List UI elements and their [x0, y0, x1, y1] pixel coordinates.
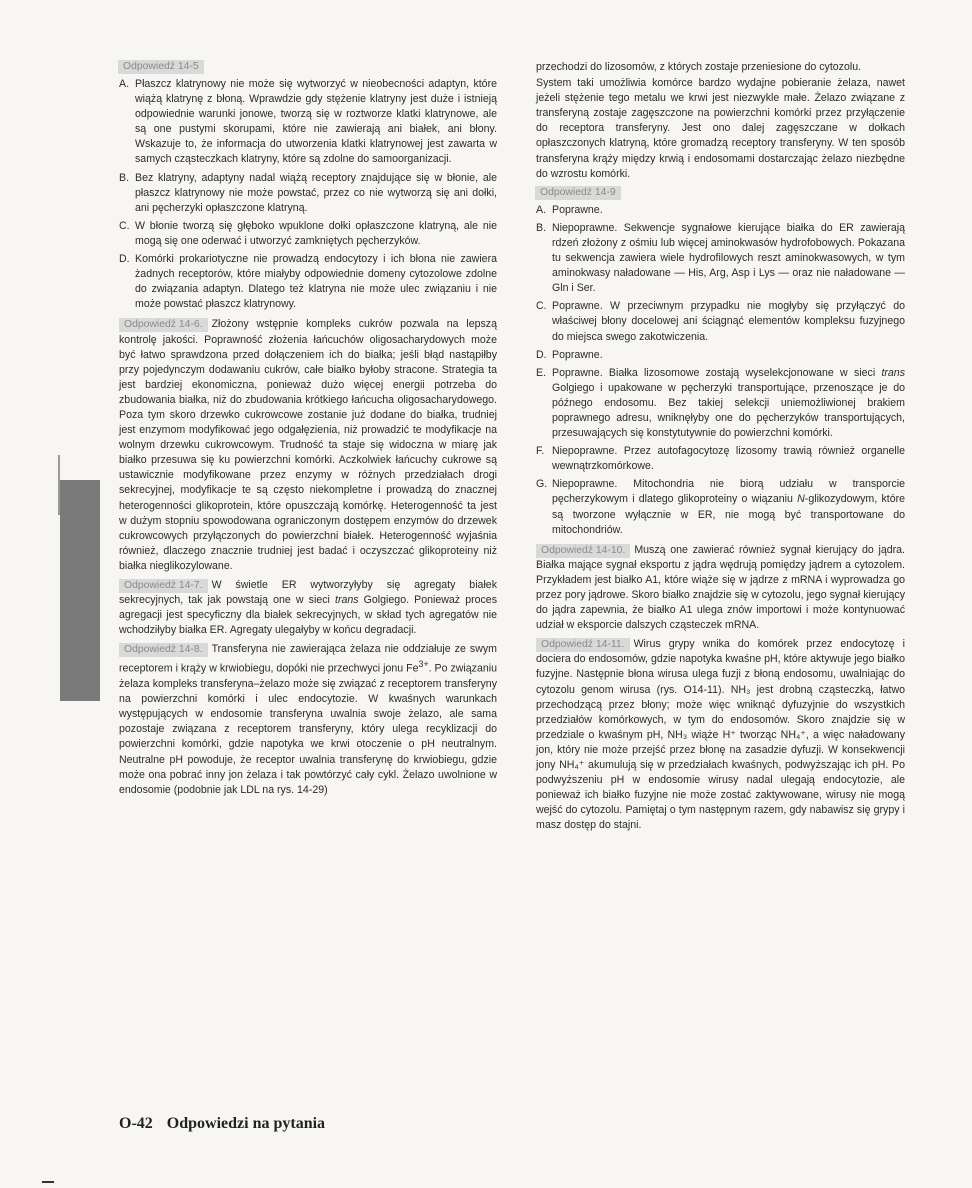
answer-label-14-8: Odpowiedź 14-8. [119, 643, 208, 657]
running-title: Odpowiedzi na pytania [166, 1115, 326, 1132]
left-column [119, 60, 497, 802]
ion-charge: 3+ [418, 659, 429, 670]
item-text: Niepoprawne. Mitochondria nie biorą udziału w transporcie pęcherzykowym i dlatego glikoproteiny o wiązaniu [552, 478, 905, 506]
item-text-cont: -glikozydowym, które są tworzone wyłącznie w ER, nie mogą być transportowane do mitochondriów. [552, 493, 906, 536]
list-item [536, 477, 905, 537]
list-item [536, 348, 905, 363]
answer-text: Złożony wstępnie kompleks cukrów pozwala na lepszą kontrolę jakości. Poprawność złożenia łańcuchów oligosacharydowych może być łatwo sprawdzona przed dołączeniem ich do białka; jeśli błąd nastąpiłby przy pojedynczym dodawaniu cukrów, całe białko byłoby stracone. Strategia ta jest bardziej ekonomiczna, ponieważ dużo więcej energii potrzeba do zbudowania białka, niż do zbudowania krótkiego łańcucha oligosacharydowego. Poza tym skoro drzewko cukrowcowe zostanie już dodane do białka, trudniej jest enzymom modyfikować jego odgałęzienia, niż prowadzić te modyfikacje na wolnym drzewku cukrowcowym. Trudność ta staje się widoczna w miarę jak białko przesuwa się ku powierzchni komórki. Aczkolwiek łańcuchy cukrowe są ustawicznie modyfikowane przez enzymy w różnych przedziałach drogi sekrecyjnej, modyfikacje te są często niekompletne i prowadzą do znacznej heterogenności glikoprotein, które opuszczają komórkę. Heterogenność ta jest w dużym stopniu spowodowana ograniczonym dostępem enzymów do drzewek cukrowcowych przyłączonych do powierzchni białek. Heterogenność wyjaśnia również, dlaczego znacznie trudniej jest badać i oczyszczać glikoproteiny niż białka nieglikozylowane. [119, 318, 497, 572]
list-item [536, 203, 905, 218]
item-letter: D. [119, 253, 130, 266]
list-item [536, 299, 905, 344]
crop-mark [42, 1181, 54, 1183]
item-letter: B. [536, 221, 547, 234]
item-text: Niepoprawne. Przez autofagocytozę lizosomy trawią również organelle wewnątrzkomórkowe. [552, 445, 905, 473]
answer-14-8-continued: przechodzi do lizosomów, z których zostaje przeniesione do cytozolu. [536, 61, 862, 73]
item-letter: C. [536, 300, 547, 313]
italic-term: trans [335, 594, 359, 607]
answer-label-14-9: Odpowiedź 14-9 [535, 186, 621, 200]
answer-label-14-5: Odpowiedź 14-5 [118, 60, 204, 74]
item-letter: E. [536, 366, 547, 379]
item-letter: F. [536, 445, 545, 458]
list-item [536, 221, 905, 296]
list-item [119, 77, 497, 168]
item-letter: C. [119, 219, 130, 232]
item-text: Poprawne. Białka lizosomowe zostają wyselekcjonowane w sieci [552, 366, 882, 379]
item-letter: B. [119, 171, 130, 184]
answer-14-8-system: System taki umożliwia komórce bardzo wydajne pobieranie żelaza, nawet jeżeli stężenie tego metalu we krwi jest niezwykle małe. Żelazo związane z transferyną zostaje zagęszczone na powierzchni komórki przez przyłączenie do receptora transferyny. Jest ono dalej zagęszczane w dołkach opłaszczonych klatryną, które gromadzą receptory transferyny. W ten sposób transferyna krąży między krwią i endosomami dostarczając żelazo niezbędne do wzrostu komórki. [536, 77, 905, 180]
answer-14-10 [536, 543, 905, 634]
answer-text-cont: . Po związaniu żelaza kompleks transferyna–żelazo może się związać z receptorem transferyny na powierzchni komórki i ulec endocytozie. W kwaśnych warunkach występujących w endosomie transferyna uwalnia swoje żelazo, ale sama pozostaje związana z receptorem transferyny, który ulega recyklizacji do powierzchni komórki, gdzie napotyka we krwi otoczenie o pH neutralnym. Neutralne pH powoduje, że receptor uwalnia transferynę do krwiobiegu, gdzie może ona pobrać inny jon żelaza i tak powtórzyć cały cykl. Żelazo uwolnione w endosomie (podobnie jak LDL na rys. 14-29) [119, 663, 498, 796]
item-letter: A. [536, 203, 547, 216]
answer-14-7 [119, 578, 497, 638]
list-item [119, 252, 497, 312]
answer-14-8 [119, 642, 497, 797]
list-item [536, 444, 905, 474]
answer-text: Transferyna nie zawierająca żelaza nie oddziałuje ze swym receptorem i krąży w krwiobiegu, dopóki nie przechwyci jonu Fe [119, 643, 497, 675]
answer-14-11 [536, 637, 905, 833]
item-text: W błonie tworzą się głęboko wpuklone dołki opłaszczone klatryną, ale nie mogą się one oderwać i utworzyć zamkniętych pęcherzyków. [135, 219, 497, 247]
list-item [119, 219, 497, 249]
item-text: Poprawne. [552, 348, 603, 361]
item-text: Bez klatryny, adaptyny nadal wiążą receptory znajdujące się w błonie, ale płaszcz klatrynowy nie może powstać, przez co nie wytworzą się ani dołki, ani pęcherzyki opłaszczone klatryną. [135, 171, 497, 214]
answer-text: W świetle ER wytworzyłyby się agregaty białek sekrecyjnych, tak jak powstają one w sieci [119, 579, 497, 607]
answer-14-6 [119, 317, 497, 574]
chapter-thumb-tab [60, 480, 100, 701]
list-item [536, 366, 905, 441]
answer-14-9-list [536, 203, 905, 538]
answer-label-14-6: Odpowiedź 14-6. [119, 318, 208, 332]
answer-label-14-11: Odpowiedź 14-11. [536, 638, 630, 652]
answer-text-cont: Golgiego. Ponieważ proces agregacji jest specyficzny dla białek sekrecyjnych, w skład tych agregatów nie wchodziłyby białka ER. Agregaty ulegałyby w końcu degradacji. [119, 594, 497, 637]
answer-text: Muszą one zawierać również sygnał kierujący do jądra. Białka mające sygnał eksportu z jądra wędrują pomiędzy jądrem a cytozolem. Przykładem jest białko A1, które wiąże się w jądrze z mRNA i wyprowadza go przez pory jądrowe. Skoro białko znajdzie się w cytozolu, jego sygnał kierujący do jądra zapewnia, że białko A1 ulega znów importowi i może kontynuować udział w eksporcie dalszych cząsteczek mRNA. [536, 543, 905, 632]
item-text: Płaszcz klatrynowy nie może się wytworzyć w nieobecności adaptyn, które wiążą klatrynę z błoną. Wprawdzie gdy stężenie klatryny jest duże i istnieją odpowiednie warunki jonowe, tworzą się w roztworze klatki klatrynowe, ale są one pustymi skorupami, które nie zawierają ani białek, ani błony. Wskazuje to, że informacja do utworzenia klatki klatrynowej jest zawarta w samych cząsteczkach klatryny, które są zdolne do samoorganizacji. [135, 78, 497, 166]
item-text-cont: Golgiego i upakowane w pęcherzyki transportujące, przenoszące je do późnego endosomu. Bez takiej selekcji uniemożliwionej brakiem poprawnego adresu, wniknęłyby one do pęcherzyków transportujących, przesuwających się konstytutywnie do powierzchni komórki. [552, 381, 905, 440]
item-text: Niepoprawne. Sekwencje sygnałowe kierujące białka do ER zawierają rdzeń złożony z ośmiu lub więcej aminokwasów hydrofobowych. Pokazana tu sekwencja zawiera wiele hydrofilowych reszt aminokwasowych, w tym aminokwasy naładowane — His, Arg, Asp i Lys — oraz nie naładowane — Gln i Ser. [552, 221, 905, 295]
italic-term: N [797, 493, 805, 506]
answer-label-14-7: Odpowiedź 14-7. [119, 579, 208, 593]
item-letter: D. [536, 348, 547, 361]
answer-text: Wirus grypy wnika do komórek przez endocytozę i dociera do endosomów, gdzie napotyka kwaśne pH, które aktywuje jego białko fuzyjne. Następnie błona wirusa ulega fuzji z błoną endosomu, uwalniając do cytozolu genom wirusa (rys. O14-11). NH₃ jest drobną cząsteczką, łatwo przechodzącą przez błony; może więc wniknąć dyfuzyjnie do wszystkich przedziałów komórkowych, w tym do endosomów. Skoro znajdzie się w przedziale o kwaśnym pH, NH₃ wiąże H⁺ tworząc NH₄⁺, a więc naładowany jon, który nie może przejść przez błonę na zasadzie dyfuzji. W konsekwencji jony NH₄⁺ akumulują się w przedziałach kwaśnych, podwyższając ich pH. Po podwyższeniu pH w endosomie wirusy nadal ulegają endocytozie, ale ponieważ ich białko fuzyjne nie może zostać zaktywowane, wirusy nie mogą wejść do cytozolu. Pamiętaj o tym następnym razem, gdy nabawisz się grypy i masz dostęp do stajni. [536, 638, 905, 832]
item-text: Poprawne. W przeciwnym przypadku nie mogłyby się przyłączyć do właściwej błony docelowej ani ściągnąć elementów kompleksu fuzyjnego do miejsca swego zakotwiczenia. [552, 300, 905, 343]
item-text: Poprawne. [552, 203, 603, 216]
list-item [119, 171, 497, 216]
page-footer [119, 1115, 325, 1133]
answer-14-5-list [119, 77, 497, 312]
item-letter: A. [119, 78, 130, 90]
item-letter: G. [536, 478, 548, 491]
page-number: O-42 [119, 1115, 153, 1132]
italic-term: trans [881, 366, 905, 379]
right-column [536, 60, 905, 838]
item-text: Komórki prokariotyczne nie prowadzą endocytozy i ich błona nie zawiera żadnych receptorów, które miałyby odpowiednie domeny cytozolowe zdolne do związania adaptyn. Dlatego też klatryna nie może ulec związaniu i nie może powstać płaszcz klatrynowy. [135, 253, 497, 311]
answer-label-14-10: Odpowiedź 14-10. [536, 544, 630, 558]
